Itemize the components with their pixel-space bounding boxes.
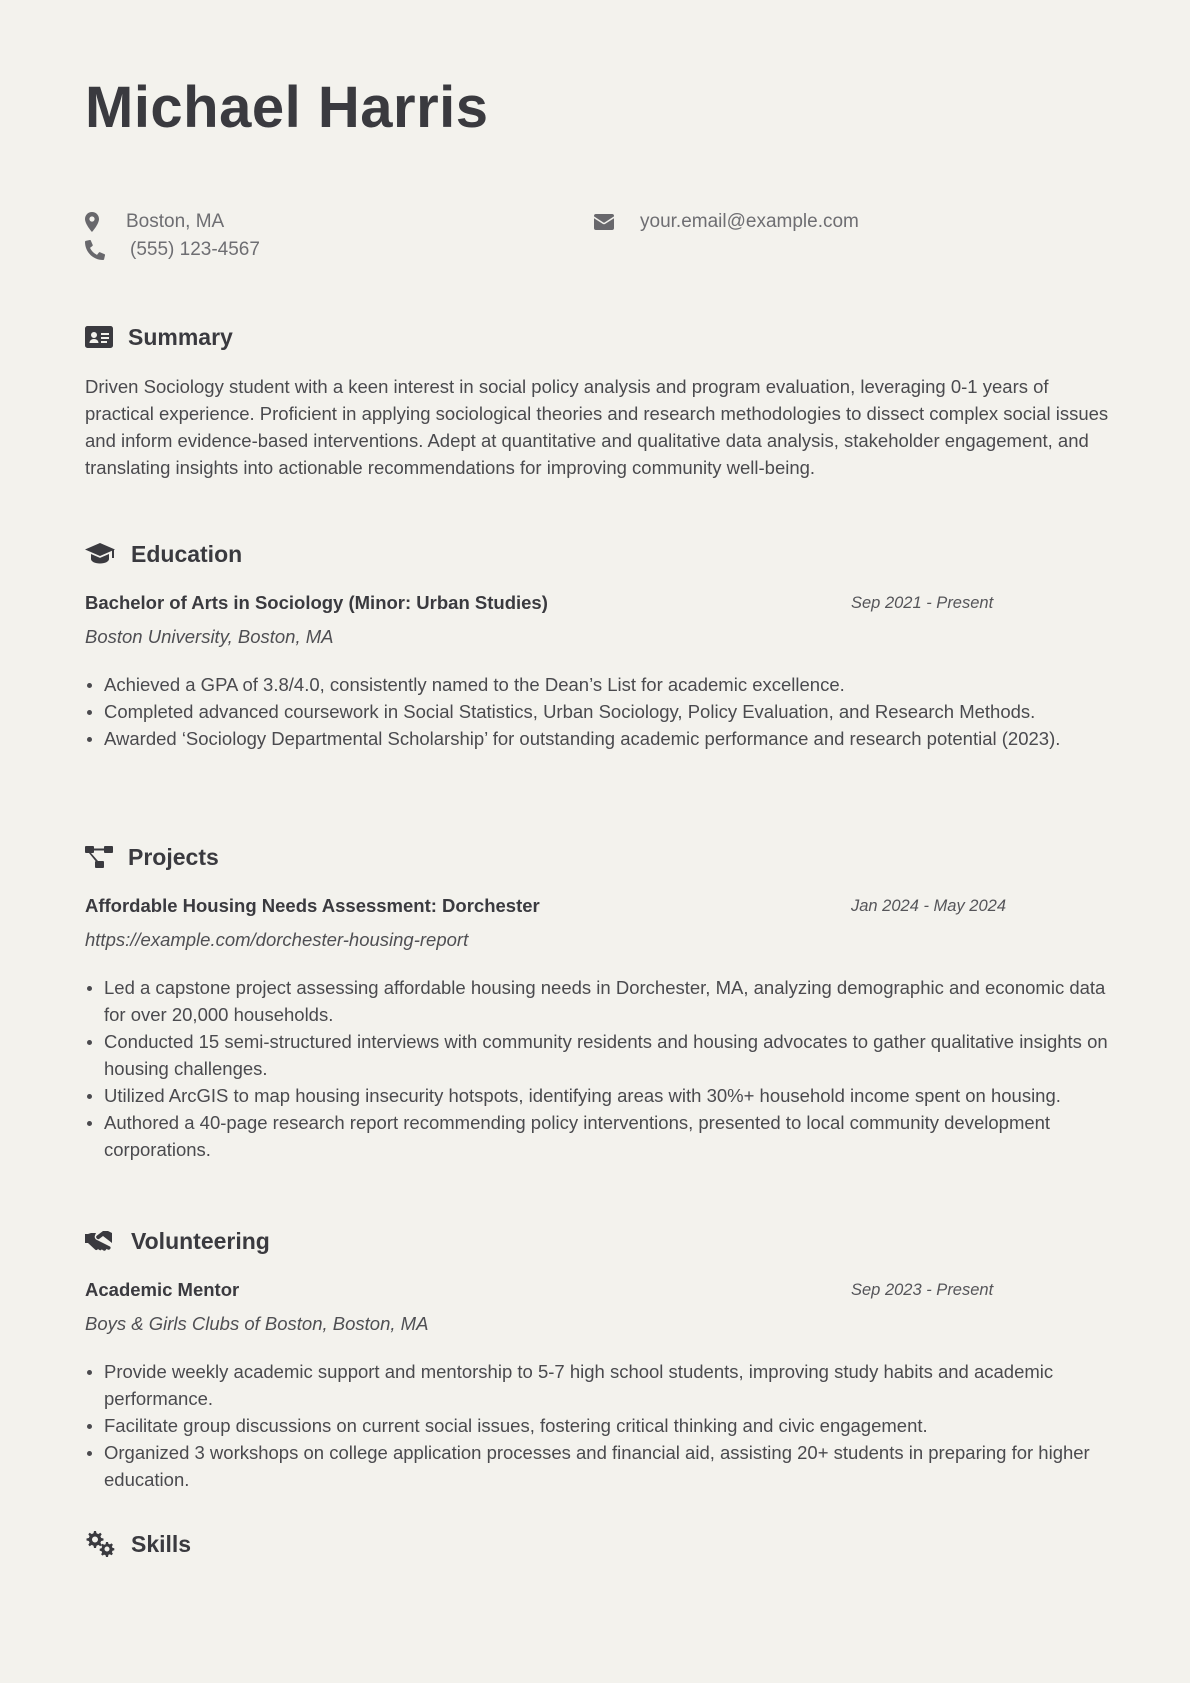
list-item: Provide weekly academic support and mentorship to 5-7 high school students, improving study habits and academic performance.	[85, 1358, 1110, 1412]
email-link[interactable]: your.email@example.com	[640, 211, 859, 232]
phone-icon	[85, 239, 107, 261]
projects-heading	[85, 842, 219, 872]
summary-heading-text: Summary	[128, 324, 233, 350]
graduation-cap-icon	[85, 540, 115, 568]
volunteering-heading	[85, 1226, 270, 1256]
project-link[interactable]: https://example.com/dorchester-housing-report	[85, 929, 469, 950]
envelope-icon	[594, 211, 616, 233]
map-marker-icon	[85, 211, 107, 233]
project-diagram-icon	[85, 843, 115, 871]
skills-heading-text: Skills	[131, 1531, 192, 1557]
education-bullets	[85, 671, 1110, 752]
list-item: Conducted 15 semi-structured interviews with community residents and housing advocates to gather qualitative insights on housing challenges.	[85, 1028, 1110, 1082]
list-item: Facilitate group discussions on current social issues, fostering critical thinking and civic engagement.	[85, 1412, 1110, 1439]
education-subtitle: Boston University, Boston, MA	[85, 626, 334, 647]
summary-heading	[85, 322, 233, 352]
projects-heading-text: Projects	[128, 844, 219, 870]
education-heading-text: Education	[131, 541, 243, 567]
location-text: Boston, MA	[126, 211, 225, 232]
list-item: Led a capstone project assessing affordable housing needs in Dorchester, MA, analyzing demographic and economic data for over 20,000 households.	[85, 974, 1110, 1028]
cogs-icon	[85, 1530, 115, 1558]
education-title: Bachelor of Arts in Sociology (Minor: Urban Studies)	[85, 592, 548, 613]
project-date: Jan 2024 - May 2024	[851, 897, 1007, 915]
project-title: Affordable Housing Needs Assessment: Dorchester	[85, 895, 540, 916]
summary-text: Driven Sociology student with a keen interest in social policy analysis and program evaluation, leveraging 0-1 years of practical experience. Proficient in applying sociological theories and research methodologies to dissect complex social issues and inform evidence-based interventions. Adept at quantitative and qualitative data analysis, stakeholder engagement, and translating insights into actionable recommendations for improving community well-being.	[85, 376, 1109, 478]
list-item: Authored a 40-page research report recommending policy interventions, presented to local community development corporations.	[85, 1109, 1110, 1163]
handshake-icon	[85, 1227, 115, 1255]
contact-location	[85, 211, 224, 233]
list-item: Achieved a GPA of 3.8/4.0, consistently named to the Dean’s List for academic excellence.	[85, 671, 1110, 698]
education-date: Sep 2021 - Present	[851, 594, 994, 612]
skills-heading	[85, 1529, 191, 1559]
candidate-name: Michael Harris	[85, 75, 489, 140]
volunteering-date: Sep 2023 - Present	[851, 1281, 994, 1299]
contact-email	[594, 211, 859, 233]
list-item: Awarded ‘Sociology Departmental Scholarship’ for outstanding academic performance and research potential (2023).	[85, 725, 1110, 752]
volunteering-subtitle: Boys & Girls Clubs of Boston, Boston, MA	[85, 1313, 429, 1334]
volunteering-heading-text: Volunteering	[131, 1228, 270, 1254]
education-heading	[85, 539, 242, 569]
id-card-icon	[85, 323, 115, 351]
list-item: Organized 3 workshops on college application processes and financial aid, assisting 20+ students in preparing for higher education.	[85, 1439, 1110, 1493]
list-item: Completed advanced coursework in Social Statistics, Urban Sociology, Policy Evaluation, and Research Methods.	[85, 698, 1110, 725]
phone-text: (555) 123-4567	[130, 239, 260, 260]
contact-phone	[85, 239, 260, 261]
volunteering-bullets	[85, 1358, 1110, 1493]
list-item: Utilized ArcGIS to map housing insecurity hotspots, identifying areas with 30%+ household income spent on housing.	[85, 1082, 1110, 1109]
project-bullets	[85, 974, 1110, 1163]
volunteering-title: Academic Mentor	[85, 1279, 240, 1300]
